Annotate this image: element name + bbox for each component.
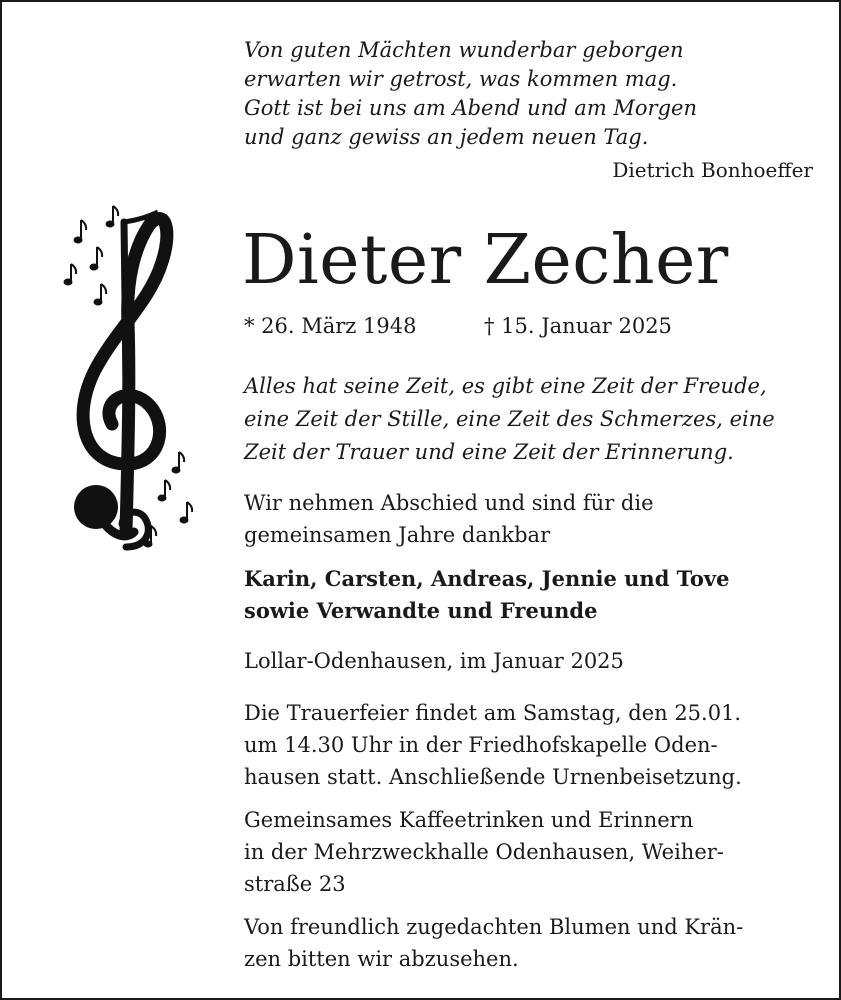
birth-date: * 26. März 1948	[244, 314, 417, 338]
coffee-line-1: Gemeinsames Kaffeetrinken und Erinnern	[244, 808, 694, 832]
quote-line-2: erwarten wir getrost, was kommen mag.	[244, 67, 678, 91]
farewell-line-1: Wir nehmen Abschied und sind für die	[244, 491, 654, 515]
farewell-line-2: gemeinsamen Jahre dankbar	[244, 523, 551, 547]
funeral-line-2: um 14.30 Uhr in der Friedhofskapelle Oden-	[244, 733, 718, 757]
quote-line-1: Von guten Mächten wunderbar geborgen	[244, 38, 684, 62]
mourners-line-1: Karin, Carsten, Andreas, Jennie und Tove	[244, 566, 730, 591]
deceased-name: Dieter Zecher	[242, 221, 729, 300]
quote-line-4: und ganz gewiss an jedem neuen Tag.	[244, 125, 649, 149]
treble-clef-icon	[54, 202, 204, 557]
coffee-line-3: straße 23	[244, 872, 346, 896]
mourners-line-2: sowie Verwandte und Freunde	[244, 598, 598, 623]
funeral-line-1: Die Trauerfeier findet am Samstag, den 25.01.	[244, 701, 742, 725]
flowers-line-1: Von freundlich zugedachten Blumen und Krän-	[244, 915, 744, 939]
quote-line-3: Gott ist bei uns am Abend und am Morgen	[244, 96, 697, 120]
funeral-line-3: hausen statt. Anschließende Urnenbeisetzung.	[244, 765, 742, 789]
death-date: † 15. Januar 2025	[484, 314, 672, 338]
quote-author: Dietrich Bonhoeffer	[612, 158, 813, 182]
flowers-line-2: zen bitten wir abzusehen.	[244, 947, 519, 971]
verse-line-3: Zeit der Trauer und eine Zeit der Erinnerung.	[244, 440, 734, 464]
verse-line-1: Alles hat seine Zeit, es gibt eine Zeit der Freude,	[244, 374, 767, 398]
place-date: Lollar-Odenhausen, im Januar 2025	[244, 649, 624, 673]
verse-line-2: eine Zeit der Stille, eine Zeit des Schmerzes, eine	[244, 407, 775, 431]
coffee-line-2: in der Mehrzweckhalle Odenhausen, Weiher-	[244, 840, 724, 864]
